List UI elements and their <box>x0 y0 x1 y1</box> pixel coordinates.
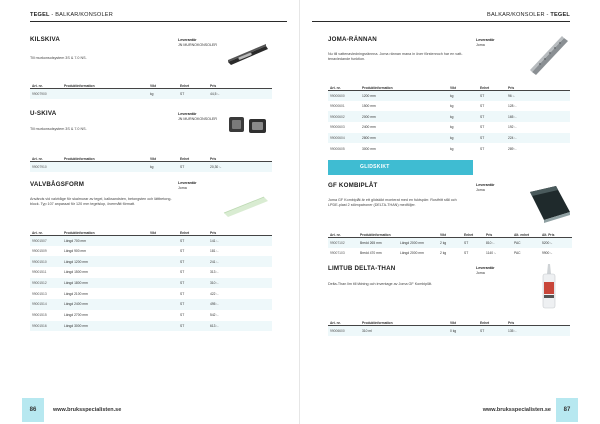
product-info: 1500 mm <box>362 104 376 109</box>
article-number: 99007103 <box>330 251 345 256</box>
product-kilskiva <box>30 36 180 61</box>
col-header: Pris <box>484 229 512 237</box>
description-line: tenavledande funktion. <box>328 57 366 62</box>
article-number: 99007910 <box>30 161 62 172</box>
unit: ST <box>180 313 185 318</box>
col-header: Pris <box>506 317 570 325</box>
weight: kg <box>450 104 454 109</box>
table-row <box>328 248 572 259</box>
price: 422 :- <box>210 291 219 296</box>
page-number: 86 <box>22 398 44 422</box>
supplier-name: Joma <box>476 270 485 275</box>
supplier-label: Leverantör <box>476 183 495 187</box>
article-number: 99001512 <box>30 278 62 289</box>
product-title: KILSKIVA <box>30 36 61 43</box>
product-u-skiva <box>30 110 180 132</box>
product-title: U-SKIVA <box>30 110 57 117</box>
table-row <box>30 246 272 257</box>
supplier-label: Leverantör <box>476 38 495 42</box>
runner-subcategory: - BALKAR/KONSOLER <box>49 12 113 18</box>
kilskiva-table <box>30 80 272 99</box>
product-info-length: Längd 2000 mm <box>400 251 424 256</box>
article-number: 99000600 <box>328 90 360 101</box>
product-gf-kombiplat <box>328 182 498 209</box>
unit: ST <box>178 278 208 289</box>
col-header: Produktinformation <box>360 317 448 325</box>
col-header: Produktinformation <box>360 82 448 90</box>
article-number: 99007900 <box>30 88 62 99</box>
product-info: 3000 mm <box>362 146 376 151</box>
article-number: 99001511 <box>32 270 47 275</box>
product-title: JOMA-RÄNNAN <box>328 36 377 43</box>
slide-plate-icon <box>526 182 572 224</box>
product-info: Bredd 470 mm <box>360 251 382 256</box>
price: 313 :- <box>210 270 219 275</box>
article-number: 99000604 <box>328 133 360 144</box>
product-title: VALVBÅGSFORM <box>30 181 85 188</box>
price: 1140 :- <box>486 251 497 256</box>
col-header: Pris <box>208 153 272 161</box>
unit: ST <box>180 249 185 254</box>
col-header: Enhet <box>178 227 208 235</box>
limtub-table <box>328 317 570 336</box>
unit: ST <box>178 161 208 172</box>
table-row <box>30 267 272 278</box>
unit: ST <box>180 291 185 296</box>
article-number: 99007102 <box>328 237 358 248</box>
unit: ST <box>464 251 469 256</box>
price: 192 :- <box>508 125 517 130</box>
product-description: Delta-Than lim till tätning och inventage av Joma GF Kombiplåt. <box>328 282 433 286</box>
supplier-block <box>178 38 217 47</box>
product-info-length: Längd 2000 mm <box>398 237 438 248</box>
article-number: 99000601 <box>330 104 345 109</box>
unit: ST <box>478 325 506 336</box>
weight <box>148 321 178 332</box>
table-row <box>328 90 570 101</box>
article-number: 99000602 <box>328 111 360 122</box>
left-running-header <box>30 12 113 18</box>
product-description <box>328 52 488 63</box>
weight: kg <box>448 111 478 122</box>
header-rule <box>30 21 287 22</box>
price: 241 :- <box>208 256 272 267</box>
price: 310 :- <box>208 278 272 289</box>
article-number: 99001510 <box>30 256 62 267</box>
supplier-name: Joma <box>476 42 485 47</box>
supplier-label: Leverantör <box>476 266 495 270</box>
product-info: 2400 mm <box>362 125 376 130</box>
product-info: Längd 1200 mm <box>62 256 148 267</box>
unit: ST <box>178 88 208 99</box>
col-header: Produktinformation <box>358 229 398 237</box>
price: 165 :- <box>506 111 570 122</box>
right-page <box>300 0 600 424</box>
table-row <box>328 237 572 248</box>
table-row <box>30 88 272 99</box>
article-number: 99001513 <box>32 291 47 296</box>
article-number: 99001514 <box>30 299 62 310</box>
table-row <box>30 278 272 289</box>
product-info: Bredd 265 mm <box>358 237 398 248</box>
product-info <box>62 88 148 99</box>
supplier-block <box>476 38 495 47</box>
website-link[interactable]: www.bruksspecialisten.se <box>53 407 122 413</box>
table-row <box>328 325 570 336</box>
unit: ST <box>180 270 185 275</box>
product-info <box>62 161 148 172</box>
table-row <box>30 288 272 299</box>
unit: ST <box>462 237 484 248</box>
unit: ST <box>178 256 208 267</box>
price: 810 :- <box>484 237 512 248</box>
joma-rannan-table <box>328 82 570 154</box>
price: 96 :- <box>506 90 570 101</box>
col-header: Pris <box>506 82 570 90</box>
supplier-block <box>178 112 217 121</box>
product-info: Längd 2700 mm <box>64 313 88 318</box>
article-number: 99000605 <box>330 146 345 151</box>
col-header: Enhet <box>478 82 506 90</box>
table-row <box>30 321 272 332</box>
col-header: Vikt <box>448 82 478 90</box>
description-line: LPDE-plast 2 stömpatroner (DELTA-THAN) medföljer. <box>328 203 416 208</box>
weight <box>148 278 178 289</box>
col-header: Vikt <box>148 80 178 88</box>
unit: ST <box>178 235 208 246</box>
product-description: Till murkonsolsystem 3S & 7.0 NS. <box>30 127 87 131</box>
product-info: 2000 mm <box>360 111 448 122</box>
col-header: Enhet <box>478 317 506 325</box>
product-description: Till murkonsolsystem 3S & 7.0 NS. <box>30 56 87 60</box>
price: 181 :- <box>210 249 219 254</box>
col-header: Alt. enhet <box>512 229 540 237</box>
table-row <box>30 256 272 267</box>
price: 141 :- <box>208 235 272 246</box>
product-info: 310 ml <box>360 325 448 336</box>
product-info: Längd 2100 mm <box>64 291 88 296</box>
description-line: Joma GF Kombiplåt är ett glidskikt monterat med en fuktspärr. Rostfritt stål och <box>328 198 457 202</box>
price: 542 :- <box>210 313 219 318</box>
product-description <box>328 198 498 209</box>
weight: kg <box>148 88 178 99</box>
table-row <box>328 143 570 154</box>
description-line: Används vid valvbåge för skalmurar av tegel, kalksandsten, betongsten och lättbetong- <box>30 197 172 201</box>
price: 128 :- <box>508 104 517 109</box>
gf-kombiplat-table <box>328 229 572 258</box>
alt-price: 5200 :- <box>540 237 572 248</box>
glidskikt-subheading: GLIDSKIKT <box>328 160 473 175</box>
col-header: Vikt <box>438 229 462 237</box>
page-number: 87 <box>556 398 578 422</box>
supplier-block <box>476 266 495 275</box>
col-header: Pris <box>208 227 272 235</box>
weight: kg <box>448 133 478 144</box>
table-row <box>328 101 570 112</box>
article-number: 99001507 <box>30 235 62 246</box>
supplier-name: JN MURNOKONSOLER <box>178 42 217 47</box>
weight: 0 kg <box>448 325 478 336</box>
unit: ST <box>480 125 485 130</box>
price: 44,5 :- <box>208 88 272 99</box>
table-row <box>30 310 272 321</box>
description-line: Nu till vattenavledningsrännna. Joma rännan mana in över förstenroch har en vatt- <box>328 52 463 56</box>
product-info: 1200 mm <box>360 90 448 101</box>
right-running-header <box>487 12 570 18</box>
weight <box>148 246 178 257</box>
unit: ST <box>178 299 208 310</box>
col-header: Pris <box>208 80 272 88</box>
supplier-name: JN MURNOKONSOLER <box>178 116 217 121</box>
col-header: Enhet <box>178 80 208 88</box>
weight: 2 kg <box>438 237 462 248</box>
website-link[interactable]: www.bruksspecialisten.se <box>482 407 551 413</box>
unit: ST <box>478 133 506 144</box>
supplier-label: Leverantör <box>178 38 197 42</box>
col-header: Vikt <box>148 153 178 161</box>
table-row <box>30 235 272 246</box>
product-title: LIMTUB DELTA-THAN <box>328 265 396 272</box>
weight <box>148 310 178 321</box>
weight: kg <box>450 146 454 151</box>
table-row <box>328 122 570 133</box>
product-info: Längd 900 mm <box>64 249 86 254</box>
col-header: Art. nr. <box>30 153 62 161</box>
weight: kg <box>448 90 478 101</box>
product-info: Längd 3000 mm <box>62 321 148 332</box>
price: 135 :- <box>506 325 570 336</box>
col-header: Produktinformation <box>62 80 148 88</box>
article-number: 99000603 <box>330 125 345 130</box>
table-row <box>328 111 570 122</box>
article-number: 99001516 <box>30 321 62 332</box>
alt-unit: PAC <box>512 237 540 248</box>
table-row <box>30 299 272 310</box>
arch-form-icon <box>222 193 270 219</box>
supplier-block <box>476 183 495 192</box>
price: 495 :- <box>208 299 272 310</box>
unit: ST <box>480 146 485 151</box>
product-info: Längd 1500 mm <box>64 270 88 275</box>
runner-category: TEGEL <box>30 12 50 18</box>
supplier-label: Leverantör <box>178 181 197 185</box>
product-info: Längd 700 mm <box>62 235 148 246</box>
weight <box>148 288 178 299</box>
product-description <box>30 197 200 208</box>
product-info: Längd 2400 mm <box>62 299 148 310</box>
unit: ST <box>478 90 506 101</box>
product-joma-rannan <box>328 36 488 63</box>
supplier-label: Leverantör <box>178 112 197 116</box>
col-header: Art. nr. <box>328 82 360 90</box>
weight <box>148 235 178 246</box>
article-number: 99001515 <box>32 313 47 318</box>
product-info: Längd 1800 mm <box>62 278 148 289</box>
article-number: 99006600 <box>328 325 360 336</box>
col-header: Enhet <box>178 153 208 161</box>
col-header: Vikt <box>448 317 478 325</box>
supplier-name: Joma <box>476 187 485 192</box>
u-skiva-table <box>30 153 272 172</box>
u-plate-icon <box>226 113 270 137</box>
table-row <box>328 133 570 144</box>
valvbagsform-table <box>30 227 272 331</box>
table-row <box>30 161 272 172</box>
weight: 2 kg <box>440 251 447 256</box>
supplier-block <box>178 181 197 190</box>
gutter-rail-icon <box>528 32 572 76</box>
product-limtub-delta-than <box>328 265 498 287</box>
weight <box>148 267 178 278</box>
col-header: Art. nr. <box>30 80 62 88</box>
weight <box>148 299 178 310</box>
col-header: Produktinformation <box>62 153 148 161</box>
supplier-name: Joma <box>178 185 187 190</box>
alt-price: 9900 :- <box>542 251 553 256</box>
article-number: 99001509 <box>32 249 47 254</box>
weight: kg <box>148 161 178 172</box>
description-line: block. Typ 107 anpassat för 120 mm tegelslop, övermått förmatt. <box>30 202 136 207</box>
col-header: Produktinformation <box>62 227 148 235</box>
product-info: 2800 mm <box>360 133 448 144</box>
weight <box>148 256 178 267</box>
price: 20,30 :- <box>208 161 272 172</box>
alt-unit: PAC <box>514 251 521 256</box>
col-header: Alt. Pris <box>540 229 572 237</box>
col-header: Art. nr. <box>328 229 358 237</box>
product-valvbagsform <box>30 181 200 208</box>
glue-tube-icon <box>538 262 560 312</box>
unit: ST <box>478 111 506 122</box>
runner-subcategory: BALKAR/KONSOLER - <box>487 12 551 18</box>
col-header: Art. nr. <box>30 227 62 235</box>
weight: kg <box>450 125 454 130</box>
header-rule <box>312 21 570 22</box>
unit: ST <box>480 104 485 109</box>
col-header: Art. nr. <box>328 317 360 325</box>
unit: ST <box>178 321 208 332</box>
price: 289 :- <box>508 146 517 151</box>
col-header <box>398 229 438 237</box>
product-title: GF KOMBIPLÅT <box>328 182 378 189</box>
price: 613 :- <box>208 321 272 332</box>
runner-category: TEGEL <box>550 12 570 18</box>
wedge-plate-icon <box>226 40 270 66</box>
col-header: Vikt <box>148 227 178 235</box>
col-header: Enhet <box>462 229 484 237</box>
price: 224 :- <box>506 133 570 144</box>
